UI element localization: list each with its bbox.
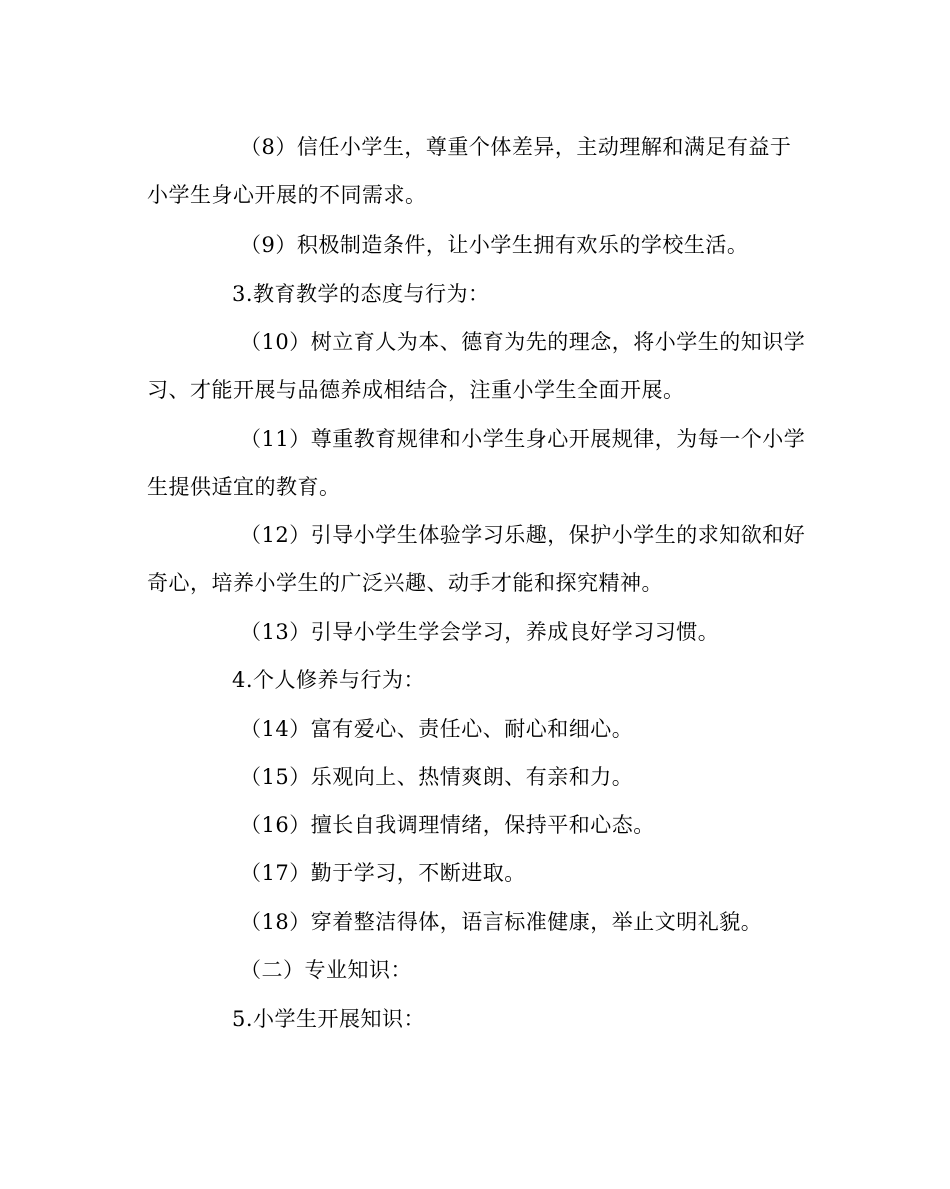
paragraph-line-item-10-cont: 习、才能开展与品德养成相结合，注重小学生全面开展。 [147, 378, 685, 402]
paragraph-line-item-17: （17）勤于学习，不断进取。 [240, 861, 526, 885]
paragraph-line-item-11: （11）尊重教育规律和小学生身心开展规律，为每一个小学 [240, 427, 806, 451]
paragraph-line-item-11-cont: 生提供适宜的教育。 [147, 475, 341, 499]
section-heading-4: 4.个人修养与行为： [232, 668, 426, 692]
paragraph-line-item-8: （8）信任小学生，尊重个体差异，主动理解和满足有益于 [240, 135, 792, 159]
paragraph-line-item-12-cont: 奇心，培养小学生的广泛兴趣、动手才能和探究精神。 [147, 571, 663, 595]
paragraph-line-item-13: （13）引导小学生学会学习，养成良好学习习惯。 [240, 620, 720, 644]
section-heading-professional-knowledge: （二）专业知识： [240, 958, 412, 982]
paragraph-line-item-9: （9）积极制造条件，让小学生拥有欢乐的学校生活。 [240, 233, 749, 257]
section-heading-3: 3.教育教学的态度与行为： [232, 282, 490, 306]
paragraph-line-item-14: （14）富有爱心、责任心、耐心和细心。 [240, 717, 634, 741]
paragraph-line-item-15: （15）乐观向上、热情爽朗、有亲和力。 [240, 765, 634, 789]
paragraph-line-item-8-cont: 小学生身心开展的不同需求。 [147, 183, 427, 207]
section-heading-5: 5.小学生开展知识： [232, 1007, 426, 1031]
paragraph-line-item-10: （10）树立育人为本、德育为先的理念，将小学生的知识学 [240, 330, 806, 354]
paragraph-line-item-12: （12）引导小学生体验学习乐趣，保护小学生的求知欲和好 [240, 523, 806, 547]
paragraph-line-item-16: （16）擅长自我调理情绪，保持平和心态。 [240, 813, 655, 837]
paragraph-line-item-18: （18）穿着整洁得体，语言标准健康，举止文明礼貌。 [240, 910, 763, 934]
